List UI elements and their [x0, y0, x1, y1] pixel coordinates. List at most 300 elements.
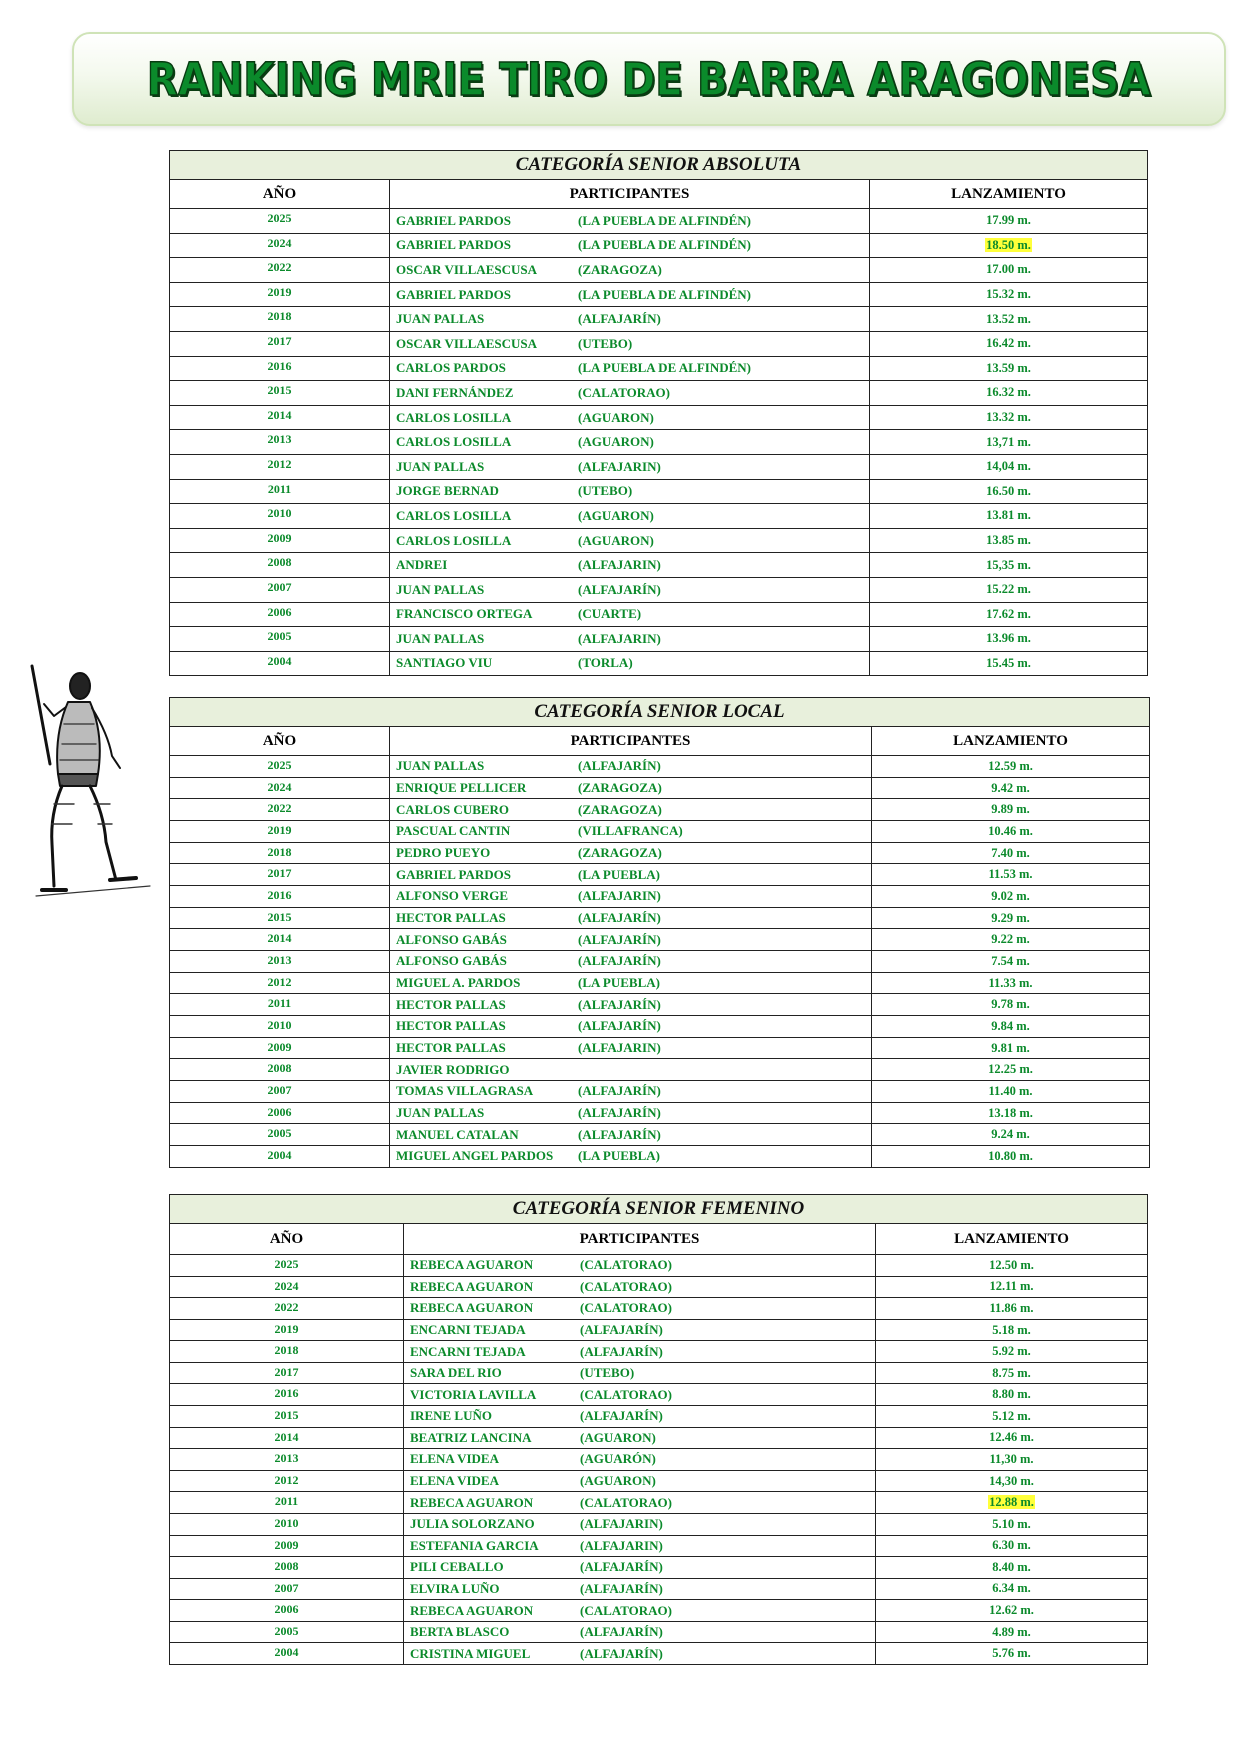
table-row: [170, 479, 1148, 504]
table-row: [170, 430, 1148, 455]
participant-cell: [404, 1341, 876, 1363]
throw-value: 12.25 m.: [988, 1062, 1033, 1077]
throw-cell: [872, 907, 1150, 929]
participant-name: JAVIER RODRIGO: [396, 1061, 510, 1077]
year-cell: 2022: [170, 1298, 404, 1320]
table-row: [170, 1600, 1148, 1622]
participant-club: (CUARTE): [578, 606, 642, 622]
table-row: [170, 1643, 1148, 1665]
throw-value: 9.42 m.: [991, 780, 1030, 795]
throw-value: 16.32 m.: [986, 385, 1031, 400]
throw-cell: [872, 864, 1150, 886]
year-cell: 2016: [170, 356, 390, 381]
throw-value: 11,30 m.: [989, 1451, 1034, 1466]
throw-cell: [872, 951, 1150, 973]
participant-cell: [390, 821, 872, 843]
table-row: [170, 821, 1150, 843]
throw-value: 13.81 m.: [986, 508, 1031, 523]
year-cell: 2005: [170, 627, 390, 652]
throw-cell: [876, 1341, 1148, 1363]
throw-value: 4.89 m.: [992, 1624, 1031, 1639]
year-cell: 2017: [170, 331, 390, 356]
throw-cell: [876, 1492, 1148, 1514]
participant-club: (LA PUEBLA DE ALFINDÉN): [578, 360, 751, 376]
participant-club: (ALFAJARÍN): [580, 1322, 663, 1338]
throw-value: 13.18 m.: [988, 1105, 1033, 1120]
participant-name: REBECA AGUARON: [410, 1278, 534, 1294]
participant-club: (CALATORAO): [580, 1278, 672, 1294]
participant-name: JORGE BERNAD: [396, 483, 499, 499]
participant-name: ENCARNI TEJADA: [410, 1343, 526, 1359]
table-row: [170, 1492, 1148, 1514]
throw-value: 8.40 m.: [992, 1559, 1031, 1574]
throw-cell: [870, 504, 1148, 529]
table-row: [170, 1621, 1148, 1643]
throw-value: 10.46 m.: [988, 823, 1033, 838]
year-cell: 2012: [170, 972, 390, 994]
year-cell: 2006: [170, 602, 390, 627]
table-row: [170, 1059, 1150, 1081]
participant-name: FRANCISCO ORTEGA: [396, 606, 533, 622]
table-row: [170, 756, 1150, 778]
year-cell: 2022: [170, 799, 390, 821]
participant-name: HECTOR PALLAS: [396, 1040, 506, 1056]
participant-club: (LA PUEBLA DE ALFINDÉN): [578, 237, 751, 253]
year-cell: 2019: [170, 282, 390, 307]
participant-cell: [390, 405, 870, 430]
table-row: [170, 1298, 1148, 1320]
throw-cell: [872, 929, 1150, 951]
throw-cell: [876, 1535, 1148, 1557]
table-row: [170, 777, 1150, 799]
participant-cell: [390, 356, 870, 381]
table-row: [170, 1255, 1148, 1277]
table-row: [170, 454, 1148, 479]
throw-value: 10.80 m.: [988, 1148, 1033, 1163]
participant-name: CARLOS LOSILLA: [396, 409, 512, 425]
throw-cell: [876, 1470, 1148, 1492]
throw-cell: [872, 994, 1150, 1016]
throw-cell: [870, 209, 1148, 234]
throw-cell: [870, 528, 1148, 553]
participant-cell: [390, 479, 870, 504]
throw-cell: [876, 1276, 1148, 1298]
participant-cell: [390, 553, 870, 578]
title-banner: [72, 32, 1226, 126]
table-row: [170, 1578, 1148, 1600]
table-row: [170, 1081, 1150, 1103]
participant-name: HECTOR PALLAS: [396, 996, 506, 1012]
participant-cell: [404, 1319, 876, 1341]
year-cell: 2024: [170, 1276, 404, 1298]
year-cell: 2010: [170, 504, 390, 529]
table-row: [170, 577, 1148, 602]
throw-value: 9.29 m.: [991, 910, 1030, 925]
throw-value: 15.45 m.: [986, 655, 1031, 670]
participant-club: (ALFAJARÍN): [580, 1645, 663, 1661]
participant-name: PEDRO PUEYO: [396, 845, 491, 861]
throw-value: 9.81 m.: [991, 1040, 1030, 1055]
participant-cell: [390, 972, 872, 994]
table-row: [170, 1276, 1148, 1298]
year-cell: 2025: [170, 756, 390, 778]
table-row: [170, 1470, 1148, 1492]
category-title: CATEGORÍA SENIOR ABSOLUTA: [170, 151, 1148, 180]
throw-cell: [876, 1384, 1148, 1406]
participant-cell: [404, 1384, 876, 1406]
participant-club: (ALFAJARIN): [578, 1040, 661, 1056]
participant-club: (LA PUEBLA DE ALFINDÉN): [578, 286, 751, 302]
participant-cell: [390, 799, 872, 821]
table-row: [170, 233, 1148, 258]
throw-cell: [870, 282, 1148, 307]
year-cell: 2025: [170, 209, 390, 234]
year-cell: 2016: [170, 1384, 404, 1406]
throw-cell: [870, 651, 1148, 676]
participant-name: ELVIRA LUÑO: [410, 1580, 500, 1596]
throw-cell: [876, 1319, 1148, 1341]
throw-value: 13.85 m.: [986, 533, 1031, 548]
participant-name: GABRIEL PARDOS: [396, 237, 511, 253]
throw-cell: [876, 1427, 1148, 1449]
participant-name: MANUEL CATALAN: [396, 1126, 519, 1142]
throw-cell: [872, 821, 1150, 843]
participant-club: (ALFAJARÍN): [580, 1624, 663, 1640]
table-row: [170, 282, 1148, 307]
participant-club: (CALATORAO): [580, 1494, 672, 1510]
table-row: [170, 258, 1148, 283]
participant-name: CARLOS LOSILLA: [396, 434, 512, 450]
table-row: [170, 1406, 1148, 1428]
participant-club: (ALFAJARIN): [578, 458, 661, 474]
throw-cell: [876, 1298, 1148, 1320]
participant-club: (AGUARON): [578, 532, 654, 548]
column-header-throw: LANZAMIENTO: [872, 727, 1150, 756]
participant-cell: [390, 929, 872, 951]
throw-value: 12.62 m.: [989, 1603, 1034, 1618]
participant-cell: [390, 577, 870, 602]
throw-cell: [870, 602, 1148, 627]
participant-club: (ALFAJARÍN): [578, 910, 661, 926]
throw-value: 16.50 m.: [986, 483, 1031, 498]
participant-name: PILI CEBALLO: [410, 1559, 504, 1575]
year-cell: 2008: [170, 1557, 404, 1579]
participant-name: REBECA AGUARON: [410, 1494, 534, 1510]
throw-value: 6.34 m.: [992, 1581, 1031, 1596]
year-cell: 2004: [170, 1643, 404, 1665]
participant-name: VICTORIA LAVILLA: [410, 1386, 537, 1402]
participant-cell: [404, 1557, 876, 1579]
participant-club: (UTEBO): [578, 335, 633, 351]
participant-club: (AGUARON): [578, 434, 654, 450]
throw-value: 13.96 m.: [986, 631, 1031, 646]
throw-value: 11.53 m.: [988, 867, 1033, 882]
participant-name: JUAN PALLAS: [396, 311, 485, 327]
year-cell: 2015: [170, 1406, 404, 1428]
participant-club: (LA PUEBLA): [578, 866, 660, 882]
participant-club: (LA PUEBLA DE ALFINDÉN): [578, 212, 751, 228]
participant-name: CARLOS CUBERO: [396, 801, 510, 817]
table-row: [170, 1557, 1148, 1579]
year-cell: 2017: [170, 1362, 404, 1384]
throw-cell: [870, 405, 1148, 430]
participant-club: (ALFAJARÍN): [578, 931, 661, 947]
table-row: [170, 651, 1148, 676]
participant-club: (ALFAJARÍN): [578, 1083, 661, 1099]
participant-club: (ALFAJARIN): [580, 1537, 663, 1553]
throw-value: 11.86 m.: [989, 1300, 1034, 1315]
participant-club: (ALFAJARÍN): [578, 1018, 661, 1034]
participant-cell: [390, 886, 872, 908]
year-cell: 2013: [170, 1449, 404, 1471]
throw-value: 9.78 m.: [991, 997, 1030, 1012]
page-title: RANKING MRIE TIRO DE BARRA ARAGONESA: [147, 52, 1151, 106]
throw-value: 9.89 m.: [991, 802, 1030, 817]
throw-value: 5.12 m.: [992, 1408, 1031, 1423]
throw-cell: [872, 842, 1150, 864]
participant-cell: [390, 454, 870, 479]
table-row: [170, 972, 1150, 994]
year-cell: 2014: [170, 929, 390, 951]
table-row: [170, 1427, 1148, 1449]
table-row: [170, 864, 1150, 886]
column-header-throw: LANZAMIENTO: [876, 1224, 1148, 1255]
throw-cell: [876, 1643, 1148, 1665]
participant-club: (ALFAJARÍN): [580, 1343, 663, 1359]
throw-cell: [876, 1255, 1148, 1277]
throw-cell: [872, 777, 1150, 799]
column-header-throw: LANZAMIENTO: [870, 180, 1148, 209]
participant-cell: [390, 842, 872, 864]
year-cell: 2011: [170, 994, 390, 1016]
year-cell: 2013: [170, 430, 390, 455]
participant-cell: [404, 1535, 876, 1557]
year-cell: 2016: [170, 886, 390, 908]
participant-cell: [390, 282, 870, 307]
participant-club: (ZARAGOZA): [578, 780, 662, 795]
participant-name: OSCAR VILLAESCUSA: [396, 335, 537, 351]
athlete-illustration-icon: [24, 664, 154, 900]
throw-cell: [876, 1621, 1148, 1643]
year-cell: 2010: [170, 1016, 390, 1038]
participant-cell: [390, 430, 870, 455]
throw-cell: [870, 331, 1148, 356]
participant-cell: [390, 1102, 872, 1124]
participant-cell: [404, 1298, 876, 1320]
table-row: [170, 209, 1148, 234]
table-row: [170, 331, 1148, 356]
table-row: [170, 951, 1150, 973]
year-cell: 2024: [170, 777, 390, 799]
participant-club: (CALATORAO): [580, 1386, 672, 1402]
table-row: [170, 356, 1148, 381]
ranking-table: [169, 697, 1150, 1168]
participant-club: (AGUARON): [578, 409, 654, 425]
participant-club: (ALFAJARIN): [578, 557, 661, 573]
year-cell: 2015: [170, 381, 390, 406]
participant-club: (ALFAJARÍN): [578, 996, 661, 1012]
ranking-table: [169, 1194, 1148, 1665]
throw-cell: [870, 430, 1148, 455]
participant-name: ENRIQUE PELLICER: [396, 780, 527, 795]
participant-club: (VILLAFRANCA): [578, 823, 683, 839]
table-row: [170, 553, 1148, 578]
throw-cell: [876, 1600, 1148, 1622]
throw-cell: [876, 1578, 1148, 1600]
throw-cell: [870, 381, 1148, 406]
participant-club: (ALFAJARÍN): [578, 758, 661, 774]
participant-name: SANTIAGO VIU: [396, 655, 493, 671]
table-row: [170, 907, 1150, 929]
table-row: [170, 504, 1148, 529]
participant-club: (CALATORAO): [578, 384, 670, 400]
participant-name: JUAN PALLAS: [396, 458, 485, 474]
participant-name: SARA DEL RIO: [410, 1365, 502, 1381]
category-title: CATEGORÍA SENIOR FEMENINO: [170, 1195, 1148, 1224]
throw-value: 14,04 m.: [986, 459, 1031, 474]
table-row: [170, 1341, 1148, 1363]
year-cell: 2019: [170, 1319, 404, 1341]
throw-cell: [872, 1124, 1150, 1146]
participant-club: (AGUARÓN): [580, 1451, 656, 1467]
year-cell: 2015: [170, 907, 390, 929]
year-cell: 2010: [170, 1513, 404, 1535]
column-header-participants: PARTICIPANTES: [390, 180, 870, 209]
year-cell: 2022: [170, 258, 390, 283]
participant-club: (ALFAJARÍN): [580, 1559, 663, 1575]
participant-name: CRISTINA MIGUEL: [410, 1645, 531, 1661]
participant-cell: [390, 864, 872, 886]
year-cell: 2012: [170, 454, 390, 479]
participant-club: (LA PUEBLA): [578, 1148, 660, 1164]
participant-club: (UTEBO): [580, 1365, 635, 1381]
year-cell: 2012: [170, 1470, 404, 1492]
throw-cell: [872, 1016, 1150, 1038]
year-cell: 2014: [170, 405, 390, 430]
throw-value: 12.46 m.: [989, 1430, 1034, 1445]
participant-cell: [404, 1362, 876, 1384]
throw-cell: [876, 1513, 1148, 1535]
participant-name: ALFONSO GABÁS: [396, 953, 507, 969]
table-row: [170, 929, 1150, 951]
participant-cell: [390, 307, 870, 332]
throw-cell: [872, 886, 1150, 908]
throw-value: 13.59 m.: [986, 360, 1031, 375]
throw-cell: [870, 454, 1148, 479]
participant-cell: [404, 1470, 876, 1492]
participant-cell: [390, 331, 870, 356]
year-cell: 2005: [170, 1621, 404, 1643]
participant-cell: [390, 1146, 872, 1168]
participant-name: ELENA VIDEA: [410, 1473, 499, 1489]
participant-club: (ALFAJARÍN): [580, 1408, 663, 1424]
participant-name: REBECA AGUARON: [410, 1300, 534, 1316]
throw-value: 17.00 m.: [986, 262, 1031, 277]
throw-cell: [872, 1037, 1150, 1059]
participant-name: CARLOS PARDOS: [396, 360, 506, 376]
throw-value: 7.40 m.: [991, 845, 1030, 860]
throw-cell: [870, 479, 1148, 504]
throw-value: 7.54 m.: [991, 953, 1030, 968]
throw-cell: [876, 1406, 1148, 1428]
participant-cell: [404, 1600, 876, 1622]
throw-value: 15.32 m.: [986, 287, 1031, 302]
participant-club: (ALFAJARÍN): [578, 311, 661, 327]
throw-value: 6.30 m.: [992, 1538, 1031, 1553]
participant-club: (ALFAJARÍN): [580, 1580, 663, 1596]
participant-name: ENCARNI TEJADA: [410, 1322, 526, 1338]
participant-cell: [390, 528, 870, 553]
participant-club: (CALATORAO): [580, 1257, 672, 1273]
participant-club: (AGUARON): [580, 1473, 656, 1489]
participant-cell: [390, 1124, 872, 1146]
throw-value: 5.76 m.: [992, 1646, 1031, 1661]
participant-club: (UTEBO): [578, 483, 633, 499]
participant-club: (ZARAGOZA): [578, 845, 662, 861]
throw-value: 11.33 m.: [988, 975, 1033, 990]
participant-name: GABRIEL PARDOS: [396, 286, 511, 302]
participant-club: (ZARAGOZA): [578, 261, 662, 277]
throw-value: 12.88 m.: [989, 1495, 1034, 1510]
participant-name: MIGUEL A. PARDOS: [396, 975, 521, 991]
table-row: [170, 381, 1148, 406]
throw-cell: [876, 1557, 1148, 1579]
participant-name: JUAN PALLAS: [396, 581, 485, 597]
throw-cell: [870, 233, 1148, 258]
participant-club: (ALFAJARÍN): [578, 1126, 661, 1142]
participant-name: REBECA AGUARON: [410, 1257, 534, 1273]
participant-cell: [390, 777, 872, 799]
throw-value: 15.22 m.: [986, 582, 1031, 597]
column-header-year: AÑO: [170, 180, 390, 209]
year-cell: 2018: [170, 842, 390, 864]
table-row: [170, 842, 1150, 864]
participant-name: PASCUAL CANTIN: [396, 823, 511, 839]
column-header-year: AÑO: [170, 1224, 404, 1255]
year-cell: 2004: [170, 1146, 390, 1168]
year-cell: 2018: [170, 307, 390, 332]
participant-name: BERTA BLASCO: [410, 1624, 510, 1640]
throw-value: 9.22 m.: [991, 932, 1030, 947]
year-cell: 2007: [170, 1578, 404, 1600]
participant-cell: [390, 381, 870, 406]
participant-cell: [390, 951, 872, 973]
table-row: [170, 1102, 1150, 1124]
participant-name: JUAN PALLAS: [396, 1105, 485, 1121]
throw-value: 13.52 m.: [986, 311, 1031, 326]
participant-club: (CALATORAO): [580, 1602, 672, 1618]
participant-cell: [404, 1276, 876, 1298]
year-cell: 2009: [170, 1037, 390, 1059]
throw-value: 13.32 m.: [986, 410, 1031, 425]
year-cell: 2011: [170, 479, 390, 504]
participant-name: HECTOR PALLAS: [396, 910, 506, 926]
participant-name: IRENE LUÑO: [410, 1408, 492, 1424]
throw-value: 9.24 m.: [991, 1127, 1030, 1142]
throw-value: 17.99 m.: [986, 213, 1031, 228]
throw-value: 12.11 m.: [989, 1279, 1034, 1294]
throw-cell: [876, 1362, 1148, 1384]
throw-value: 12.50 m.: [989, 1257, 1034, 1272]
throw-cell: [872, 1102, 1150, 1124]
throw-cell: [870, 356, 1148, 381]
participant-cell: [390, 1037, 872, 1059]
throw-value: 8.75 m.: [992, 1365, 1031, 1380]
participant-cell: [404, 1427, 876, 1449]
participant-cell: [404, 1255, 876, 1277]
participant-cell: [404, 1621, 876, 1643]
participant-club: (ZARAGOZA): [578, 801, 662, 817]
